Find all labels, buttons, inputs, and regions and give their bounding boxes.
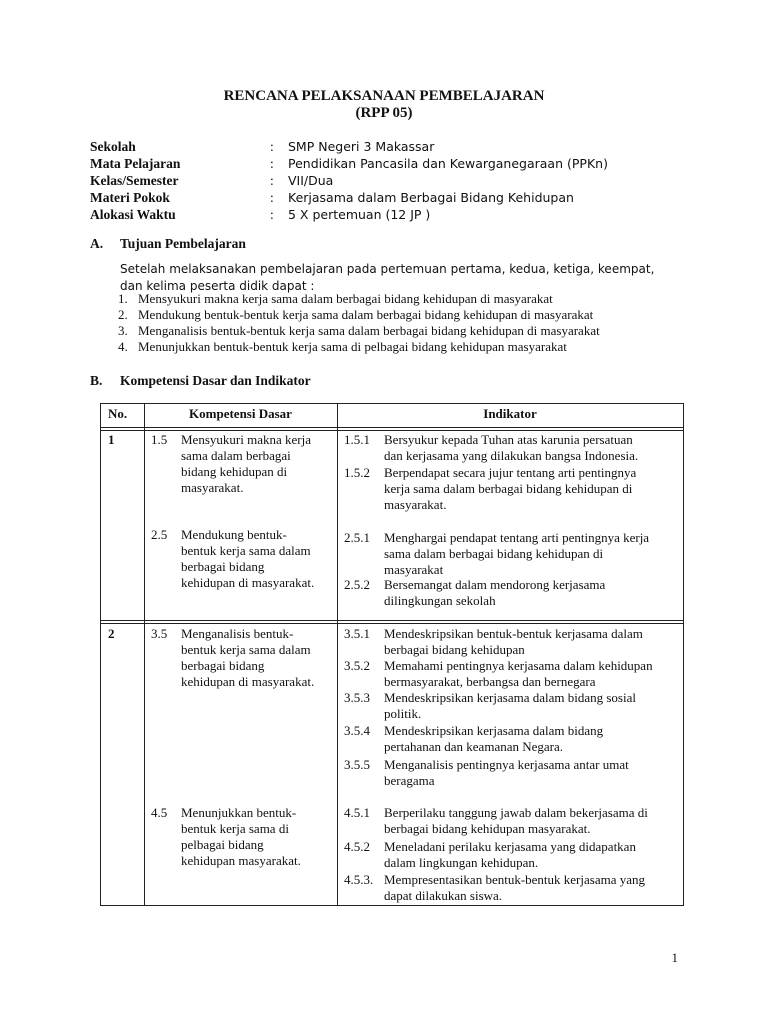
indicator-text-line: Menganalisis pentingnya kerjasama antar umat <box>384 757 629 772</box>
indicator-text-line: Mendeskripsikan kerjasama dalam bidang sosial <box>384 690 636 705</box>
kd-text-line: bentuk kerja sama di <box>181 821 289 836</box>
kd-text-line: bentuk kerja sama dalam <box>181 642 311 657</box>
intro-line: dan kelima peserta didik dapat : <box>120 279 315 293</box>
section-title: Kompetensi Dasar dan Indikator <box>120 373 311 388</box>
kd-code: 1.5 <box>151 432 168 447</box>
section-title: Tujuan Pembelajaran <box>120 236 246 251</box>
indicator-text-line: Bersyukur kepada Tuhan atas karunia persatuan <box>384 432 633 447</box>
indicator-code: 3.5.2 <box>344 658 370 673</box>
meta-label: Mata Pelajaran <box>90 156 181 171</box>
kd-text-line: kehidupan masyarakat. <box>181 853 301 868</box>
kd-text-line: Menunjukkan bentuk- <box>181 805 297 820</box>
meta-colon: : <box>270 156 274 171</box>
kd-code: 4.5 <box>151 805 168 820</box>
indicator-text-line: dan kerjasama yang dilakukan bangsa Indonesia. <box>384 448 639 463</box>
meta-label: Alokasi Waktu <box>90 207 176 222</box>
meta-label: Kelas/Semester <box>90 173 179 188</box>
section-letter: A. <box>90 236 104 251</box>
meta-colon: : <box>270 173 274 188</box>
goal-number: 1. <box>118 291 128 306</box>
document-title: RENCANA PELAKSANAAN PEMBELAJARAN <box>223 88 545 104</box>
meta-label: Sekolah <box>90 139 136 154</box>
page-number: 1 <box>671 950 678 965</box>
indicator-text-line: Meneladani perilaku kerjasama yang didapatkan <box>384 839 636 854</box>
indicator-text-line: Mendeskripsikan bentuk-bentuk kerjasama dalam <box>384 626 643 641</box>
table-border-header <box>100 427 684 428</box>
indicator-text-line: Memahami pentingnya kerjasama dalam kehidupan <box>384 658 653 673</box>
meta-value: Kerjasama dalam Berbagai Bidang Kehidupan <box>288 190 574 205</box>
indicator-code: 4.5.3. <box>344 872 374 887</box>
indicator-code: 2.5.1 <box>344 530 370 545</box>
meta-label: Materi Pokok <box>90 190 170 205</box>
indicator-code: 4.5.2 <box>344 839 370 854</box>
meta-value: Pendidikan Pancasila dan Kewarganegaraan (PPKn) <box>288 156 608 171</box>
table-border-row-double <box>100 623 684 624</box>
meta-value: SMP Negeri 3 Makassar <box>288 139 435 154</box>
kd-code: 3.5 <box>151 626 168 641</box>
indicator-text-line: kerja sama dalam berbagai bidang kehidupan di <box>384 481 633 496</box>
document-subtitle: (RPP 05) <box>355 105 413 121</box>
indicator-code: 2.5.2 <box>344 577 370 592</box>
indicator-text-line: sama dalam berbagai bidang kehidupan di <box>384 546 604 561</box>
row-number: 1 <box>108 432 115 447</box>
table-header-kd: Kompetensi Dasar <box>189 406 292 421</box>
kd-text-line: berbagai bidang <box>181 658 265 673</box>
kd-text-line: masyarakat. <box>181 480 244 495</box>
table-header-indikator: Indikator <box>483 406 537 421</box>
intro-line: Setelah melaksanakan pembelajaran pada pertemuan pertama, kedua, ketiga, keempat, <box>120 262 655 276</box>
goal-text: Menganalisis bentuk-bentuk kerja sama dalam berbagai bidang kehidupan di masyarakat <box>138 323 600 338</box>
indicator-code: 1.5.2 <box>344 465 370 480</box>
indicator-code: 3.5.5 <box>344 757 370 772</box>
indicator-text-line: berbagai bidang kehidupan <box>384 642 525 657</box>
indicator-text-line: Berpendapat secara jujur tentang arti pentingnya <box>384 465 637 480</box>
meta-colon: : <box>270 139 274 154</box>
kd-text-line: kehidupan di masyarakat. <box>181 674 315 689</box>
indicator-text-line: bermasyarakat, berbangsa dan bernegara <box>384 674 596 689</box>
table-col-divider <box>337 403 338 906</box>
row-number: 2 <box>108 626 115 641</box>
meta-colon: : <box>270 207 274 222</box>
indicator-code: 1.5.1 <box>344 432 370 447</box>
kd-code: 2.5 <box>151 527 168 542</box>
goal-text: Mendukung bentuk-bentuk kerja sama dalam berbagai bidang kehidupan di masyarakat <box>138 307 594 322</box>
table-header-no: No. <box>108 406 128 421</box>
kd-text-line: sama dalam berbagai <box>181 448 291 463</box>
goal-text: Mensyukuri makna kerja sama dalam berbagai bidang kehidupan di masyarakat <box>138 291 553 306</box>
indicator-text-line: Berperilaku tanggung jawab dalam bekerjasama di <box>384 805 648 820</box>
indicator-text-line: dapat dilakukan siswa. <box>384 888 503 903</box>
goal-number: 3. <box>118 323 128 338</box>
goal-text: Menunjukkan bentuk-bentuk kerja sama di pelbagai bidang kehidupan masyarakat <box>138 339 567 354</box>
indicator-text-line: berbagai bidang kehidupan masyarakat. <box>384 821 591 836</box>
goal-number: 4. <box>118 339 128 354</box>
indicator-text-line: Mendeskripsikan kerjasama dalam bidang <box>384 723 604 738</box>
indicator-text-line: masyarakat <box>384 562 444 577</box>
table-border-row <box>100 620 684 621</box>
indicator-text-line: pertahanan dan keamanan Negara. <box>384 739 564 754</box>
section-letter: B. <box>90 373 103 388</box>
table-col-divider <box>144 403 145 906</box>
kd-text-line: bidang kehidupan di <box>181 464 288 479</box>
indicator-text-line: politik. <box>384 706 422 721</box>
table-border-header-double <box>100 430 684 431</box>
indicator-text-line: Bersemangat dalam mendorong kerjasama <box>384 577 606 592</box>
kd-text-line: bentuk kerja sama dalam <box>181 543 311 558</box>
kd-text-line: Mendukung bentuk- <box>181 527 287 542</box>
indicator-text-line: Menghargai pendapat tentang arti pentingnya kerja <box>384 530 650 545</box>
kd-text-line: Mensyukuri makna kerja <box>181 432 311 447</box>
indicator-text-line: dalam lingkungan kehidupan. <box>384 855 539 870</box>
table-border-left <box>100 403 101 906</box>
kd-text-line: Menganalisis bentuk- <box>181 626 294 641</box>
indicator-code: 3.5.3 <box>344 690 370 705</box>
goal-number: 2. <box>118 307 128 322</box>
table-border-top <box>100 403 684 404</box>
table-border-bottom <box>100 905 684 906</box>
indicator-code: 3.5.4 <box>344 723 370 738</box>
kd-text-line: berbagai bidang <box>181 559 265 574</box>
indicator-code: 4.5.1 <box>344 805 370 820</box>
kd-text-line: pelbagai bidang <box>181 837 264 852</box>
meta-value: VII/Dua <box>288 173 334 188</box>
indicator-text-line: Mempresentasikan bentuk-bentuk kerjasama yang <box>384 872 645 887</box>
kd-text-line: kehidupan di masyarakat. <box>181 575 315 590</box>
indicator-code: 3.5.1 <box>344 626 370 641</box>
meta-colon: : <box>270 190 274 205</box>
meta-value: 5 X pertemuan (12 JP ) <box>288 207 431 222</box>
indicator-text-line: beragama <box>384 773 435 788</box>
indicator-text-line: dilingkungan sekolah <box>384 593 496 608</box>
indicator-text-line: masyarakat. <box>384 497 447 512</box>
